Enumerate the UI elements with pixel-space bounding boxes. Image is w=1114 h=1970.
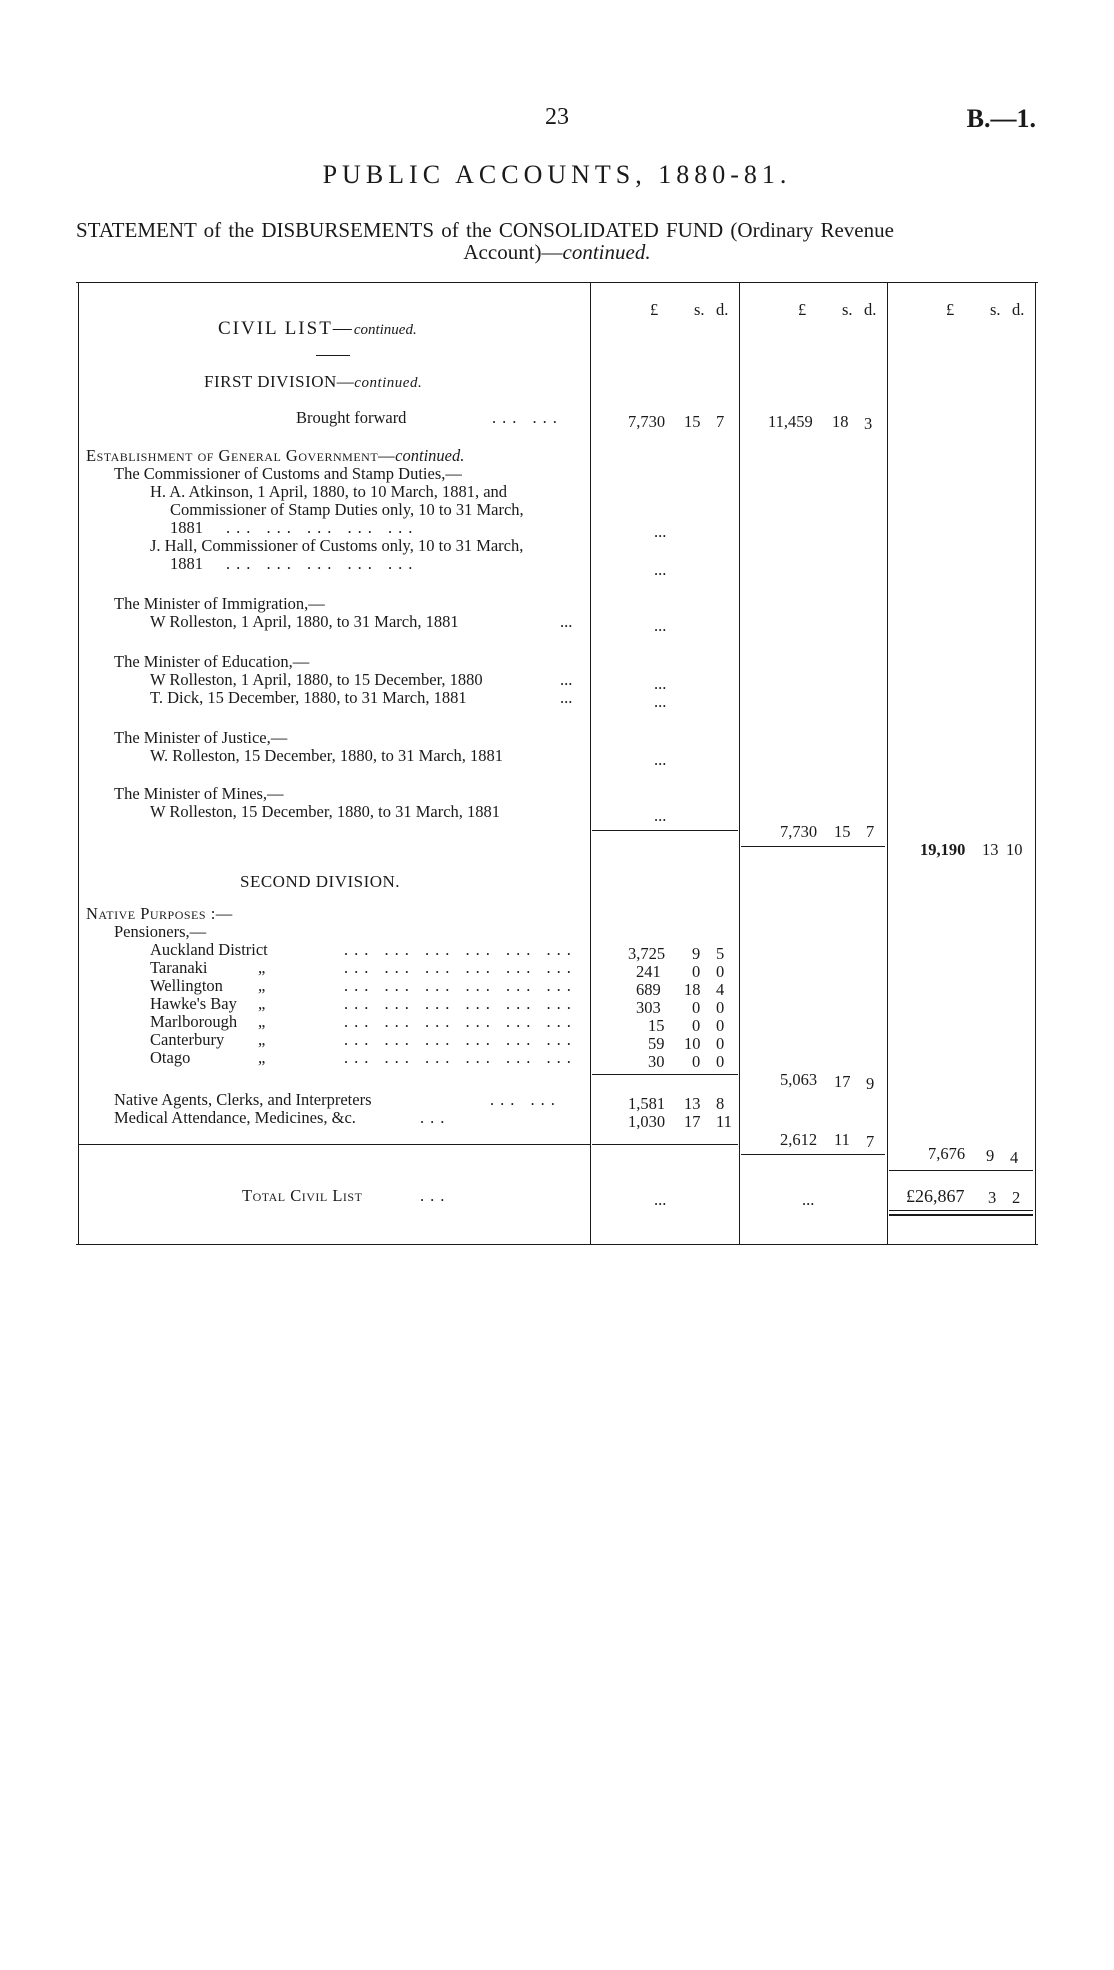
col2-subtotal-rule [741, 846, 885, 847]
col3-subtotal-rule [889, 1170, 1033, 1171]
table-right-rule [1035, 282, 1036, 1244]
commissioner-label: The Commissioner of Customs and Stamp Duties,— [114, 464, 462, 483]
pensions-subtotal-rule [592, 1074, 738, 1075]
grand-total-rule-1 [889, 1210, 1033, 1211]
establishment-heading: Establishment of General Government—continued. [86, 446, 465, 465]
description-rule [78, 1144, 590, 1145]
pensioners-label: Pensioners,— [114, 922, 207, 941]
justice-label: The Minister of Justice,— [114, 728, 288, 747]
heading-divider [316, 355, 350, 356]
hall-line-1: J. Hall, Commissioner of Customs only, 10 to 31 March, [150, 536, 524, 555]
col1-subtotal-rule [592, 830, 738, 831]
page-number: 23 [545, 104, 569, 130]
medical-subtotal-rule [592, 1144, 738, 1145]
grand-total-rule-2 [889, 1214, 1033, 1216]
immigration-label: The Minister of Immigration,— [114, 594, 325, 613]
column-rule-2 [739, 282, 740, 1244]
second-division-heading: SECOND DIVISION. [240, 872, 401, 891]
column-rule-3 [887, 282, 888, 1244]
atkinson-line-2: Commissioner of Stamp Duties only, 10 to 31 March, [170, 500, 524, 519]
statement-line-1: STATEMENT of the DISBURSEMENTS of the CONSOLIDATED FUND (Ordinary Revenue [76, 218, 894, 242]
document-reference: B.—1. [966, 104, 1036, 133]
statement-line-2: Account)—continued. [463, 240, 651, 264]
education-label: The Minister of Education,— [114, 652, 310, 671]
table-bottom-rule [76, 1244, 1038, 1245]
first-division-heading: FIRST DIVISION—continued. [204, 372, 423, 391]
atkinson-line-1: H. A. Atkinson, 1 April, 1880, to 10 March, 1881, and [150, 482, 508, 501]
col2-second-rule [741, 1154, 885, 1155]
table-left-rule [78, 282, 79, 1244]
mines-label: The Minister of Mines,— [114, 784, 284, 803]
native-purposes-heading: Native Purposes :— [86, 904, 233, 923]
page-title: PUBLIC ACCOUNTS, 1880-81. [322, 160, 792, 189]
column-rule-1 [590, 282, 591, 1244]
civil-list-heading: CIVIL LIST—continued. [218, 318, 417, 339]
table-top-rule [76, 282, 1038, 283]
